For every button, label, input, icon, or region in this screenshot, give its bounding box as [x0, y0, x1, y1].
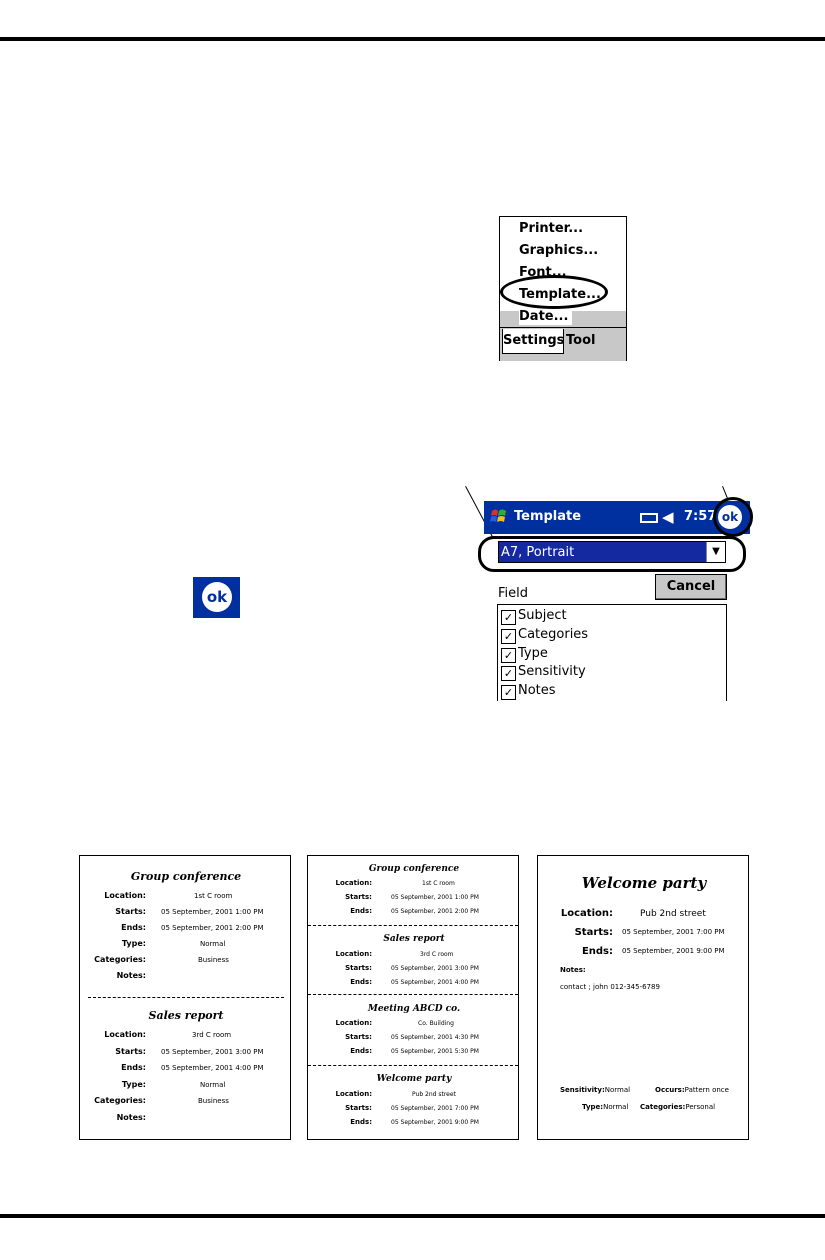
printout-a6: [79, 855, 291, 1140]
dropdown-arrow-icon[interactable]: ▼: [706, 542, 725, 562]
printout-a7: [307, 855, 519, 1140]
field-item-label: Subject: [518, 608, 567, 623]
field-item-categories[interactable]: [501, 626, 588, 644]
template-select-value: A7, Portrait: [501, 545, 575, 560]
value-categories: Business: [198, 956, 229, 964]
value-location: Pub 2nd street: [640, 909, 706, 919]
label-location: Location:: [335, 1090, 372, 1098]
page-separator: [88, 997, 284, 998]
value-starts: 05 September, 2001 3:00 PM: [161, 1048, 264, 1056]
field-item-subject[interactable]: [501, 607, 567, 625]
tab-settings[interactable]: Settings: [502, 329, 564, 354]
label-starts: Starts:: [115, 1047, 146, 1056]
value-type: Normal: [200, 1081, 226, 1089]
field-list: [497, 604, 727, 701]
value-ends: 05 September, 2001 5:30 PM: [391, 1048, 479, 1055]
label-categories: Categories:: [94, 955, 146, 964]
settings-menu: [499, 216, 627, 361]
value-ends: 05 September, 2001 2:00 PM: [391, 908, 479, 915]
label-categories: Categories:: [94, 1096, 146, 1105]
value-categories: Personal: [685, 1103, 716, 1111]
field-label: Field: [498, 586, 529, 601]
printout-notes: [537, 855, 749, 1140]
label-notes: Notes:: [116, 1113, 146, 1122]
menu-item-graphics[interactable]: Graphics...: [519, 243, 599, 258]
ok-highlight-ring: [713, 497, 753, 537]
label-starts: Starts:: [574, 927, 613, 938]
cancel-button[interactable]: Cancel: [655, 574, 727, 600]
event-title: Group conference: [368, 864, 460, 874]
label-ends: Ends:: [350, 907, 372, 915]
screen-title: Template: [514, 509, 582, 524]
field-item-label: Categories: [518, 627, 589, 642]
highlight-ellipse: [500, 275, 608, 309]
value-ends: 05 September, 2001 9:00 PM: [391, 1119, 479, 1126]
page-separator: [308, 994, 518, 995]
ok-icon-label: ok: [202, 582, 232, 612]
label-starts: Starts:: [345, 1033, 372, 1041]
bottom-rule: [0, 1214, 825, 1218]
label-ends: Ends:: [121, 923, 146, 932]
label-starts: Starts:: [115, 907, 146, 916]
tab-tool[interactable]: Tool: [566, 333, 596, 348]
value-ends: 05 September, 2001 9:00 PM: [622, 947, 725, 955]
field-item-notes[interactable]: [501, 682, 556, 700]
label-notes: Notes:: [116, 971, 146, 980]
value-starts: 05 September, 2001 4:30 PM: [391, 1034, 479, 1041]
label-starts: Starts:: [345, 1104, 372, 1112]
checkbox-icon[interactable]: ✓: [501, 648, 516, 663]
label-location: Location:: [104, 1030, 146, 1039]
notes-text: contact ; john 012-345-6789: [560, 983, 660, 991]
label-notes: Notes:: [560, 966, 586, 974]
value-location: 3rd C room: [192, 1031, 232, 1039]
label-ends: Ends:: [121, 1063, 146, 1072]
field-item-label: Type: [518, 646, 548, 661]
label-ends: Ends:: [350, 1118, 372, 1126]
windows-start-icon[interactable]: [488, 505, 510, 529]
value-location: 3rd C room: [420, 951, 454, 958]
value-ends: 05 September, 2001 4:00 PM: [161, 1064, 264, 1072]
label-starts: Starts:: [345, 893, 372, 901]
field-item-sensitivity[interactable]: [501, 663, 586, 681]
field-item-type[interactable]: [501, 645, 548, 663]
value-ends: 05 September, 2001 4:00 PM: [391, 979, 479, 986]
value-occurs: Pattern once: [684, 1086, 729, 1094]
label-ends: Ends:: [350, 1047, 372, 1055]
value-location: Pub 2nd street: [412, 1091, 456, 1098]
menu-item-date[interactable]: Date...: [519, 309, 572, 325]
value-location: 1st C room: [422, 880, 455, 887]
label-type: Type:: [121, 939, 146, 948]
value-starts: 05 September, 2001 7:00 PM: [391, 1105, 479, 1112]
battery-icon[interactable]: [640, 513, 658, 523]
event-title: Sales report: [383, 934, 445, 944]
value-sensitivity: Normal: [604, 1086, 631, 1094]
label-type: Type:: [121, 1080, 146, 1089]
value-type: Normal: [603, 1103, 629, 1111]
checkbox-icon[interactable]: ✓: [501, 685, 516, 700]
menu-item-printer[interactable]: Printer...: [519, 221, 584, 236]
menu-item-template[interactable]: Template...: [519, 287, 601, 302]
label-location: Location:: [104, 891, 146, 900]
event-title: Meeting ABCD co.: [367, 1004, 461, 1014]
label-type: Type:Normal: [582, 1103, 629, 1111]
label-location: Location:: [335, 879, 372, 887]
checkbox-icon[interactable]: ✓: [501, 610, 516, 625]
speaker-icon[interactable]: ◀: [662, 508, 674, 526]
label-categories: Categories:Personal: [640, 1103, 716, 1111]
top-rule: [0, 37, 825, 41]
value-starts: 05 September, 2001 3:00 PM: [391, 965, 479, 972]
ok-icon: [193, 577, 240, 618]
event-title: Welcome party: [376, 1074, 452, 1084]
value-location: Co. Building: [418, 1020, 454, 1027]
event-title: Sales report: [148, 1009, 224, 1022]
label-ends: Ends:: [581, 946, 613, 957]
value-starts: 05 September, 2001 7:00 PM: [622, 928, 725, 936]
checkbox-icon[interactable]: ✓: [501, 629, 516, 644]
field-item-label: Sensitivity: [518, 664, 586, 679]
page-separator: [308, 1065, 518, 1066]
value-starts: 05 September, 2001 1:00 PM: [161, 908, 264, 916]
label-occurs: Occurs:Pattern once: [655, 1086, 729, 1094]
clock[interactable]: 7:57: [684, 509, 717, 524]
label-location: Location:: [560, 908, 613, 919]
label-starts: Starts:: [345, 964, 372, 972]
select-highlight-ring: [478, 536, 746, 572]
label-location: Location:: [335, 950, 372, 958]
value-starts: 05 September, 2001 1:00 PM: [391, 894, 479, 901]
field-item-label: Notes: [518, 683, 556, 698]
label-ends: Ends:: [350, 978, 372, 986]
label-sensitivity: Sensitivity:Normal: [560, 1086, 631, 1094]
value-location: 1st C room: [194, 892, 233, 900]
value-type: Normal: [200, 940, 226, 948]
event-title: Group conference: [130, 870, 242, 883]
menu-item-font[interactable]: Font...: [519, 265, 567, 280]
label-location: Location:: [335, 1019, 372, 1027]
value-ends: 05 September, 2001 2:00 PM: [161, 924, 264, 932]
checkbox-icon[interactable]: ✓: [501, 666, 516, 681]
page-separator: [308, 925, 518, 926]
value-categories: Business: [198, 1097, 229, 1105]
ok-button[interactable]: ok: [718, 505, 742, 529]
title-bar: [484, 501, 750, 534]
event-title: Welcome party: [581, 874, 707, 892]
